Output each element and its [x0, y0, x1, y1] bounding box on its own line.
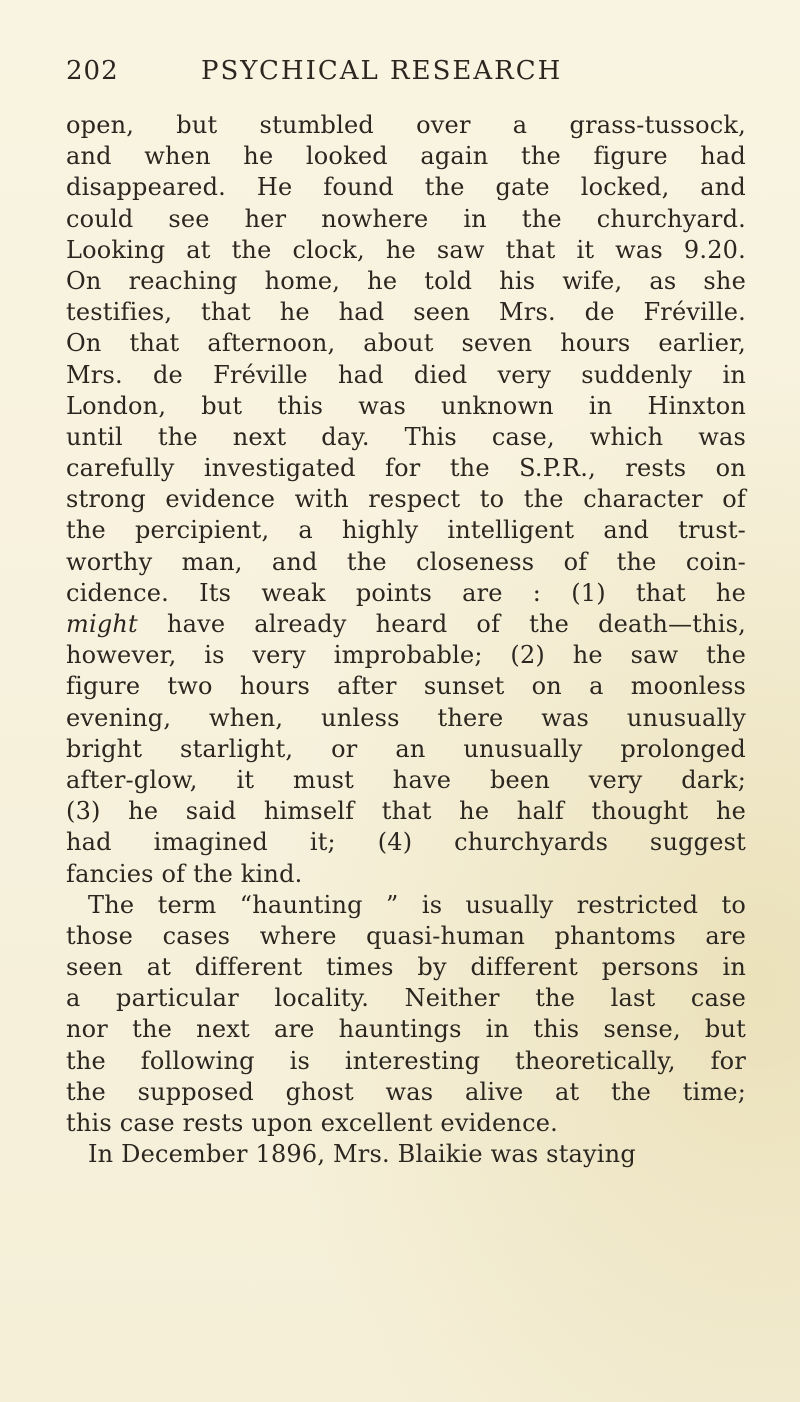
text-line: open, but stumbled over a grass-tussock, — [66, 111, 746, 139]
text-line: evening, when, unless there was unusually — [66, 703, 746, 732]
body-text — [66, 110, 746, 1170]
page-header — [66, 56, 746, 96]
text-line: and when he looked again the figure had — [66, 142, 746, 171]
text-line: strong evidence with respect to the character of — [66, 485, 746, 514]
text-line: London, but this was unknown in Hinxton — [66, 391, 746, 420]
text-line: On that afternoon, about seven hours earlier, — [66, 329, 746, 358]
text-line: worthy man, and the closeness of the coin- — [66, 547, 746, 576]
text-line: On reaching home, he told his wife, as she — [66, 266, 746, 295]
text-line: Mrs. de Fréville had died very suddenly in — [66, 360, 746, 389]
text-line-with-italic — [66, 609, 746, 640]
text-line: Looking at the clock, he saw that it was 9.20. — [66, 235, 746, 264]
text-line: a particular locality. Neither the last case — [66, 984, 746, 1013]
text-line: (3) he said himself that he half thought he — [66, 797, 746, 826]
text-line: could see her nowhere in the churchyard. — [66, 204, 746, 233]
italic-word: might — [66, 610, 138, 638]
text-line: the percipient, a highly intelligent and trust- — [66, 516, 746, 545]
text-line: The term “haunting ” is usually restricted to — [88, 890, 746, 919]
text-line: this case rests upon excellent evidence. — [66, 1109, 558, 1137]
text-line: after-glow, it must have been very dark; — [66, 765, 746, 794]
text-line: bright starlight, or an unusually prolonged — [66, 734, 746, 763]
text-line: In December 1896, Mrs. Blaikie was staying — [88, 1140, 636, 1169]
text-line: however, is very improbable; (2) he saw the — [66, 641, 746, 670]
text-line: fancies of the kind. — [66, 859, 303, 888]
text-line: the supposed ghost was alive at the time; — [66, 1077, 746, 1106]
text-line: until the next day. This case, which was — [66, 422, 746, 451]
text-line: carefully investigated for the S.P.R., rests on — [66, 454, 746, 483]
page-number: 202 — [66, 56, 119, 86]
text-line: seen at different times by different persons in — [66, 953, 746, 982]
text-line: had imagined it; (4) churchyards suggest — [66, 828, 746, 857]
running-title: PSYCHICAL RESEARCH — [201, 56, 563, 86]
text-line: the following is interesting theoretically, for — [66, 1046, 746, 1075]
text-line: testifies, that he had seen Mrs. de Fréville. — [66, 298, 746, 327]
text-line: nor the next are hauntings in this sense, but — [66, 1015, 746, 1044]
text-line-rest: have already heard of the death—this, — [166, 610, 746, 638]
text-line: disappeared. He found the gate locked, and — [66, 173, 746, 202]
text-line: those cases where quasi-human phantoms are — [66, 921, 746, 950]
text-line: figure two hours after sunset on a moonless — [66, 672, 746, 701]
text-line: cidence. Its weak points are : (1) that he — [66, 578, 746, 607]
